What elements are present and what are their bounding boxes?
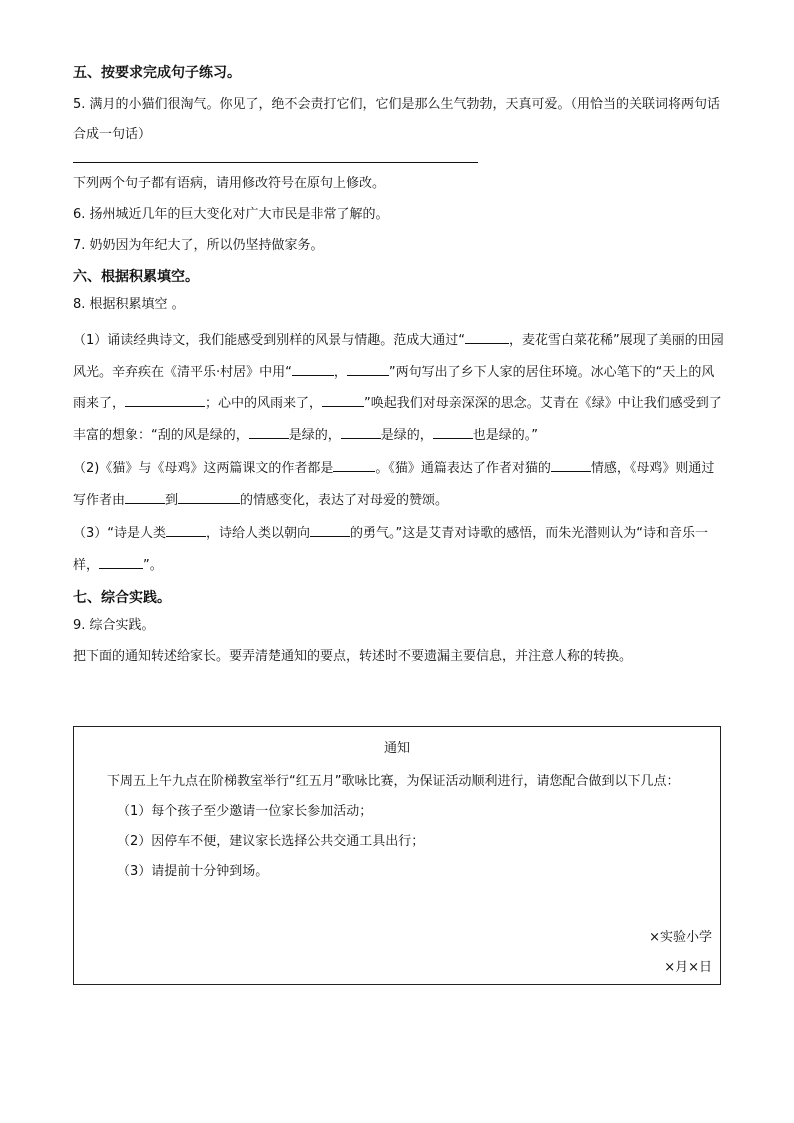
section-7-heading: 七、综合实践。 [73,590,171,606]
notice-date: ×月×日 [664,960,712,975]
fill-blank[interactable] [166,522,206,537]
fill-blank[interactable] [433,424,473,439]
notice-signature-block [649,923,712,983]
fill-blank[interactable] [125,392,205,407]
question-5: 5. 满月的小猫们很淘气。你见了，绝不会责打它们，它们是那么生气勃勃，天真可爱。（用恰当的关联词将两句话合成一句话） [73,97,721,142]
question-8: 8. 根据积累填空 。 [73,297,185,312]
question-7: 7. 奶奶因为年纪大了，所以仍坚持做家务。 [73,238,324,253]
fill-blank[interactable] [99,554,143,569]
fill-blank[interactable] [292,361,334,376]
section-5-instruction: 下列两个句子都有语病，请用修改符号在原句上修改。 [73,176,386,191]
question-8-part-1: （1）诵读经典诗文，我们能感受到别样的风景与情趣。范成大通过“ ，麦花雪白菜花稀”展现了美丽的田园风光。辛弃疾在《清平乐·村居》中用“ ， ”两句写出了乡下人家的居住环境。冰心笔下的“天上的风雨来了， ；心中的风雨来了， ”唤起我们对母亲深深的思念。艾青在《绿》中让我们感受到了丰富的想象：“刮的风是绿的， 是绿的， 是绿的， 也是绿的。” [73,325,725,451]
worksheet-page [73,62,725,975]
notice-box [73,726,721,985]
section-7-instruction: 把下面的通知转述给家长。要弄清楚通知的要点，转述时不要遗漏主要信息，并注意人称的转换。 [73,649,633,664]
notice-text: 下周五上午九点在阶梯教室举行“红五月”歌咏比赛，为保证活动顺利进行，请您配合做到以下几点： [107,774,680,789]
fill-blank[interactable] [178,489,240,504]
question-9: 9. 综合实践。 [73,618,155,633]
fill-blank[interactable] [310,522,350,537]
section-6-heading: 六、根据积累填空。 [73,269,199,285]
answer-line[interactable] [73,162,478,163]
notice-item: （2）因停车不便，建议家长选择公共交通工具出行； [117,834,425,849]
notice-title: 通知 [383,741,410,756]
fill-blank[interactable] [125,489,165,504]
fill-blank[interactable] [551,457,591,472]
notice-body [81,767,716,887]
question-8-part-3: （3）“诗是人类 ，诗给人类以朝向 的勇气。”这是艾青对诗歌的感悟，而朱光潜则认为“诗和音乐一样， ”。 [73,518,725,581]
question-6: 6. 扬州城近几年的巨大变化对广大市民是非常了解的。 [73,207,389,222]
section-5-heading: 五、按要求完成句子练习。 [73,65,241,81]
fill-blank[interactable] [249,424,289,439]
notice-item: （1）每个孩子至少邀请一位家长参加活动； [117,804,373,819]
fill-blank[interactable] [333,457,375,472]
notice-item: （3）请提前十分钟到场。 [117,864,269,879]
fill-blank[interactable] [465,329,509,344]
fill-blank[interactable] [347,361,389,376]
fill-blank[interactable] [322,392,364,407]
fill-blank[interactable] [341,424,381,439]
notice-signature: ×实验小学 [649,930,712,945]
question-8-part-2: （2)《猫》与《母鸡》这两篇课文的作者都是 。《猫》通篇表达了作者对猫的 情感，《母鸡》则通过写作者由 到 的情感变化，表达了对母爱的赞颂。 [73,453,725,516]
